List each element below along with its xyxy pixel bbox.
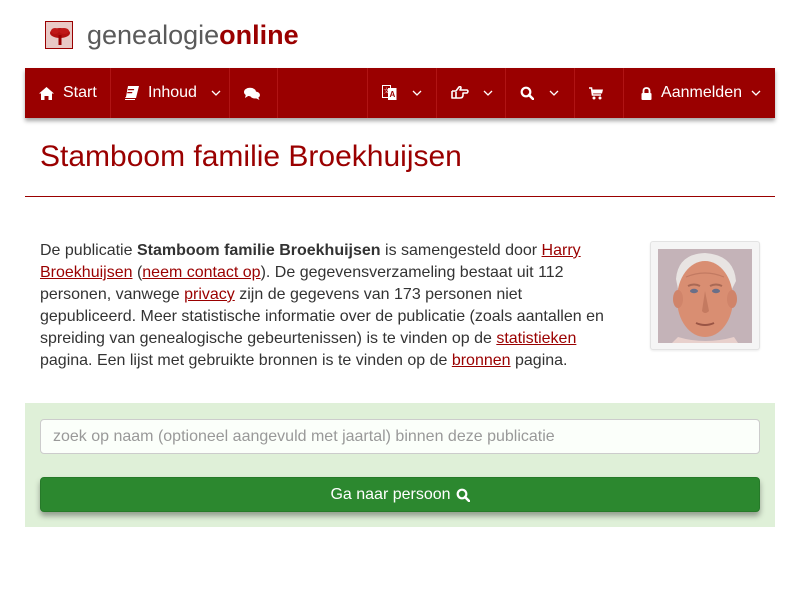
nav-comments[interactable] [230, 68, 278, 118]
nav-start[interactable] [25, 68, 111, 118]
go-to-person-button[interactable] [40, 477, 760, 512]
hand-pointer-icon [451, 86, 469, 100]
nav-login-label: Aanmelden [661, 84, 742, 101]
logo-text-part1: genealogie [87, 20, 220, 50]
svg-text:文: 文 [383, 89, 390, 95]
chevron-down-icon [751, 90, 761, 96]
nav-spacer [278, 68, 368, 118]
intro-text: zijn de gegevens van 173 personen niet gepubliceerd. Meer statistische informatie over de publicatie (zoals aantallen en spreiding van genealogische gebeurtenissen) is te vinden op de [40, 286, 604, 347]
page-title: Stamboom familie Broekhuijsen [40, 140, 462, 173]
nav-language[interactable] [368, 68, 437, 118]
nav-share[interactable] [437, 68, 506, 118]
privacy-link[interactable]: privacy [184, 286, 235, 303]
chevron-down-icon [211, 90, 221, 96]
translate-icon [382, 85, 397, 101]
nav-inhoud[interactable] [111, 68, 230, 118]
intro-text: pagina. [510, 352, 568, 369]
author-avatar[interactable] [650, 241, 760, 350]
main-navbar [25, 68, 775, 118]
chevron-down-icon [483, 90, 493, 96]
intro-text: is samengesteld door [380, 242, 542, 259]
logo-text-part2: online [219, 20, 299, 50]
home-icon [39, 87, 54, 100]
tree-icon [45, 21, 73, 49]
nav-login[interactable] [624, 68, 775, 118]
nav-cart[interactable] [575, 68, 624, 118]
publication-name: Stamboom familie Broekhuijsen [136, 242, 381, 259]
sources-link[interactable]: bronnen [451, 352, 511, 369]
person-search-input[interactable] [40, 419, 760, 454]
statistics-link[interactable]: statistieken [496, 330, 577, 347]
svg-text:A: A [389, 90, 395, 99]
chevron-down-icon [412, 90, 422, 96]
lock-icon [641, 87, 652, 100]
go-to-person-label: Ga naar persoon [330, 485, 451, 503]
intro-text: pagina. Een lijst met gebruikte bronnen is te vinden op de [40, 352, 452, 369]
comments-icon [244, 87, 260, 100]
publication-intro [40, 240, 620, 372]
intro-text: ( [132, 264, 143, 281]
logo-text [87, 20, 299, 50]
intro-text: De publicatie [40, 242, 137, 259]
nav-inhoud-label: Inhoud [148, 84, 197, 101]
publication-search-panel [25, 403, 775, 527]
chevron-down-icon [549, 90, 559, 96]
search-icon [456, 488, 470, 502]
nav-search[interactable] [506, 68, 575, 118]
book-icon [125, 86, 139, 100]
nav-start-label: Start [63, 84, 97, 101]
title-divider [25, 196, 775, 197]
author-photo [658, 249, 752, 343]
cart-icon [589, 87, 603, 100]
intro-text: ). De gegevensverzameling bestaat uit 112 personen, vanwege [40, 264, 564, 303]
author-link[interactable]: Harry Broekhuijsen [40, 242, 581, 281]
search-icon [520, 86, 534, 100]
contact-link[interactable]: neem contact op [142, 264, 261, 281]
site-logo[interactable] [45, 20, 299, 50]
